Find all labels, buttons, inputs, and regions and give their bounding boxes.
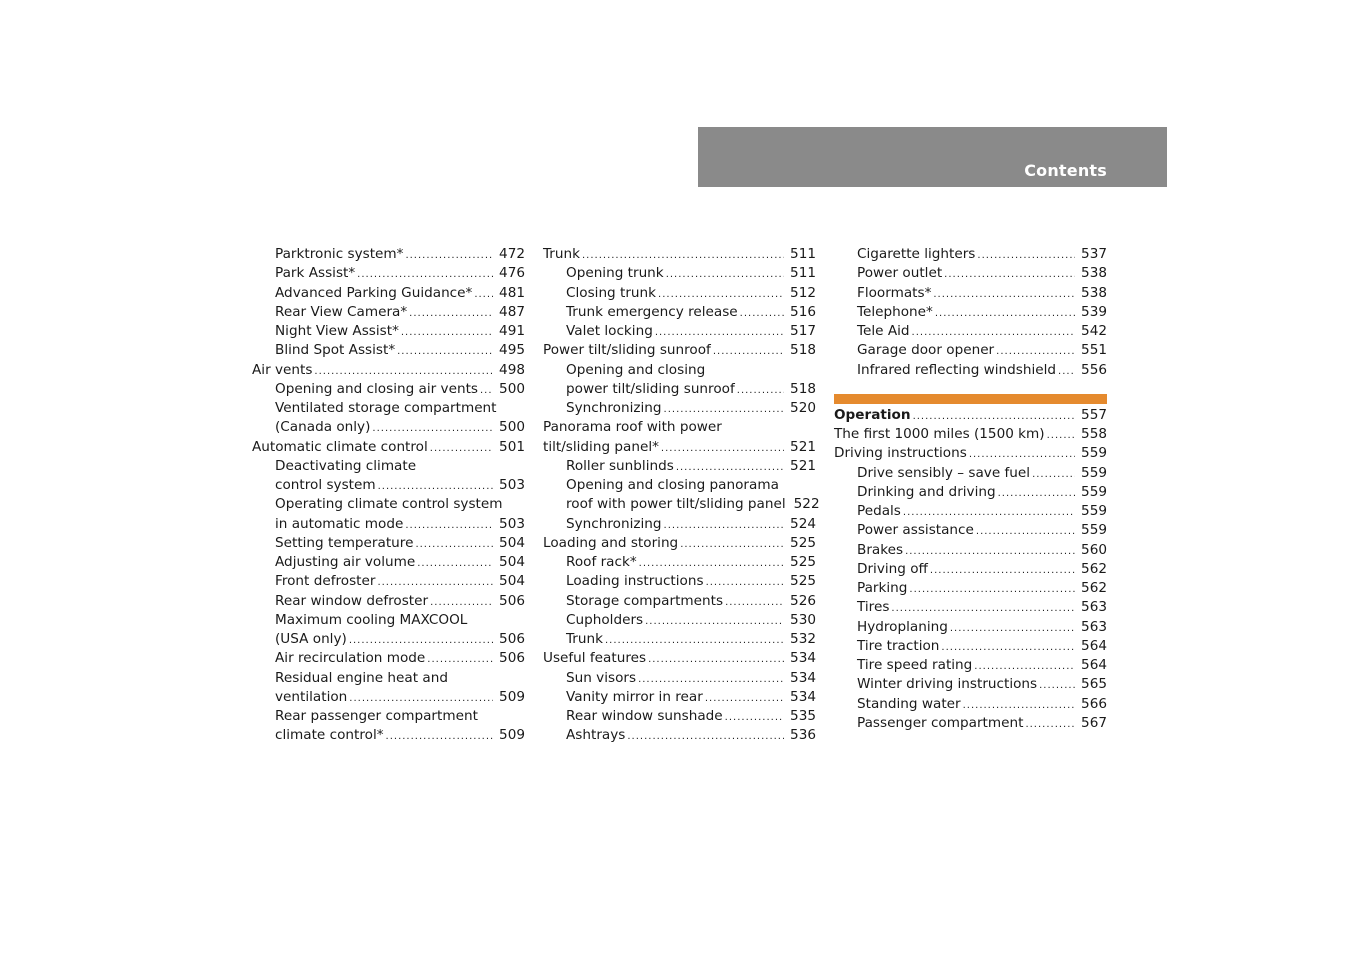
toc-entry-label: Loading instructions	[566, 573, 704, 590]
toc-entry-label: Tele Aid	[857, 323, 910, 339]
toc-leader-dots	[480, 381, 493, 400]
toc-entry	[834, 406, 1107, 425]
toc-entry	[834, 303, 1107, 322]
toc-entry-label: Air vents	[252, 361, 313, 378]
toc-entry	[543, 611, 816, 630]
toc-leader-dots	[314, 362, 493, 381]
toc-entry-label: Standing water	[857, 695, 961, 712]
toc-entry-label: Roller sunblinds	[566, 457, 674, 474]
toc-entry-label: (USA only)	[275, 631, 347, 647]
toc-leader-dots	[1039, 676, 1075, 695]
toc-entry	[543, 303, 816, 322]
toc-entry	[834, 598, 1107, 617]
toc-entry-page: 562	[1081, 580, 1107, 596]
toc-entry-page: 530	[790, 611, 816, 628]
toc-entry	[834, 637, 1107, 656]
toc-entry-page: 539	[1081, 303, 1107, 320]
toc-entry-label: Cigarette lighters	[857, 246, 976, 262]
toc-leader-dots	[740, 304, 784, 323]
toc-entry-page: 498	[499, 361, 525, 378]
toc-entry-label: Parking	[857, 580, 908, 596]
toc-leader-dots	[930, 561, 1075, 580]
toc-leader-dots	[706, 573, 784, 592]
toc-entry-label: Night View Assist*	[275, 323, 399, 339]
toc-entry-label: Floormats*	[857, 284, 932, 301]
toc-entry-label: Adjusting air volume	[275, 554, 416, 570]
toc-entry-page: 562	[1081, 560, 1107, 577]
toc-entry	[834, 521, 1107, 540]
toc-entry	[834, 618, 1107, 637]
toc-entry-label: Vanity mirror in rear	[566, 688, 703, 705]
toc-entry-label: Rear View Camera*	[275, 303, 408, 320]
toc-entry	[834, 714, 1107, 733]
toc-leader-dots	[680, 535, 784, 554]
toc-leader-dots	[950, 619, 1075, 638]
toc-leader-dots	[998, 484, 1075, 503]
toc-entry	[252, 515, 525, 534]
toc-entry	[543, 399, 816, 418]
toc-entry-page: 511	[790, 265, 816, 282]
toc-leader-dots	[1058, 362, 1075, 381]
toc-entry	[543, 572, 816, 591]
toc-leader-dots	[963, 696, 1075, 715]
toc-leader-dots	[713, 342, 784, 361]
toc-entry-label: Maximum cooling MAXCOOL	[275, 611, 468, 628]
toc-entry-label: Automatic climate control	[252, 438, 428, 455]
toc-entry-label: Cupholders	[566, 611, 644, 628]
toc-leader-dots	[648, 650, 784, 669]
toc-entry	[543, 553, 816, 572]
toc-leader-dots	[639, 554, 784, 573]
toc-leader-dots	[1047, 426, 1075, 445]
toc-entry-label: Advanced Parking Guidance*	[275, 284, 473, 301]
toc-entry-label: Tire speed rating	[857, 657, 973, 673]
toc-entry	[834, 560, 1107, 579]
toc-entry-label: Infrared reflecting windshield	[857, 361, 1057, 378]
toc-entry-page: 506	[499, 631, 525, 647]
toc-leader-dots	[357, 265, 493, 284]
section-divider-operation	[834, 394, 1107, 404]
toc-entry-page: 542	[1081, 323, 1107, 339]
toc-leader-dots	[666, 265, 784, 284]
toc-entry	[834, 483, 1107, 502]
toc-entry-page: 521	[790, 457, 816, 474]
toc-entry-page: 567	[1081, 714, 1107, 731]
toc-entry	[543, 361, 816, 380]
toc-entry	[834, 656, 1107, 675]
toc-entry-page: 534	[790, 688, 816, 705]
toc-leader-dots	[977, 246, 1075, 265]
toc-entry-page: 504	[499, 573, 525, 590]
toc-entry-label: Rear window sunshade	[566, 708, 723, 724]
toc-entry	[543, 630, 816, 649]
toc-leader-dots	[661, 439, 784, 458]
toc-entry-label: Trunk emergency release	[566, 303, 738, 320]
toc-entry-label: Tire traction	[857, 637, 940, 654]
toc-entry	[252, 630, 525, 649]
toc-entry	[834, 361, 1107, 380]
toc-entry-label: Winter driving instructions	[857, 676, 1038, 693]
toc-entry-label: Deactivating climate	[275, 457, 417, 474]
toc-entry-page: 509	[499, 727, 525, 744]
toc-entry-label: Passenger compartment	[857, 714, 1024, 731]
toc-entry-label: Synchronizing	[566, 515, 662, 532]
toc-column-3	[834, 245, 1107, 733]
toc-entry-label: Ventilated storage compartment	[275, 400, 497, 416]
toc-entry-label: power tilt/sliding sunroof	[566, 380, 735, 397]
toc-entry-label: Hydroplaning	[857, 618, 948, 635]
toc-entry	[252, 264, 525, 283]
toc-leader-dots	[909, 580, 1075, 599]
toc-leader-dots	[430, 593, 493, 612]
toc-entry-page: 495	[499, 342, 525, 359]
toc-entry	[543, 669, 816, 688]
toc-entry	[252, 341, 525, 360]
toc-entry-label: Loading and storing	[543, 534, 679, 551]
toc-leader-dots	[415, 535, 493, 554]
toc-entry	[543, 264, 816, 283]
toc-entry	[252, 669, 525, 688]
toc-entry-page: 518	[790, 342, 816, 359]
toc-entry-page: 559	[1081, 522, 1107, 539]
toc-entry-label: Operation	[834, 406, 911, 423]
toc-entry-page: 538	[1081, 284, 1107, 301]
toc-entry-page: 522	[793, 496, 820, 513]
toc-leader-dots	[655, 323, 784, 342]
toc-entry-page: 509	[499, 688, 525, 705]
toc-entry-label: Trunk	[543, 246, 580, 262]
toc-entry-page: 559	[1081, 503, 1107, 519]
toc-leader-dots	[664, 516, 785, 535]
toc-leader-dots	[645, 612, 784, 631]
toc-entry	[834, 464, 1107, 483]
toc-entry-page: 526	[790, 592, 816, 609]
toc-entry-page: 557	[1081, 406, 1107, 423]
toc-entry	[543, 438, 816, 457]
toc-entry-label: Power outlet	[857, 265, 943, 282]
toc-leader-dots	[638, 670, 784, 689]
toc-entry	[834, 541, 1107, 560]
toc-entry-page: 500	[499, 419, 525, 436]
toc-leader-dots	[427, 650, 493, 669]
toc-entry-label: Parktronic system*	[275, 246, 404, 262]
toc-entry-page: 534	[790, 650, 816, 667]
toc-entry	[543, 649, 816, 668]
toc-leader-dots	[725, 593, 784, 612]
toc-entry	[543, 284, 816, 303]
toc-entry	[834, 444, 1107, 463]
toc-leader-dots	[627, 727, 784, 746]
toc-entry-page: 472	[499, 246, 525, 262]
toc-entry	[834, 579, 1107, 598]
toc-entry	[252, 361, 525, 380]
toc-entry-label: Ashtrays	[566, 727, 626, 744]
toc-leader-dots	[974, 657, 1075, 676]
toc-entry-label: Power tilt/sliding sunroof	[543, 342, 711, 359]
toc-entry-label: Blind Spot Assist*	[275, 342, 396, 359]
toc-leader-dots	[903, 503, 1075, 522]
toc-entry	[543, 592, 816, 611]
toc-leader-dots	[430, 439, 493, 458]
toc-entry-page: 551	[1081, 342, 1107, 359]
toc-leader-dots	[944, 265, 1075, 284]
toc-entry-page: 503	[499, 477, 525, 493]
toc-entry-label: Closing trunk	[566, 284, 657, 301]
toc-entry	[252, 322, 525, 341]
toc-entry-label: Storage compartments	[566, 592, 724, 609]
toc-entry-page: 566	[1081, 695, 1107, 712]
toc-entry	[543, 322, 816, 341]
toc-entry-page: 506	[499, 592, 525, 609]
toc-entry	[543, 418, 816, 437]
toc-leader-dots	[401, 323, 493, 342]
toc-entry-page: 558	[1081, 426, 1107, 442]
toc-entry-label: Setting temperature	[275, 534, 414, 551]
toc-entry-page: 560	[1081, 541, 1107, 558]
toc-entry	[252, 495, 525, 514]
toc-leader-dots	[405, 246, 493, 265]
toc-entry	[252, 476, 525, 495]
toc-entry-label: Air recirculation mode	[275, 650, 426, 667]
toc-leader-dots	[941, 638, 1075, 657]
toc-entry-label: Opening and closing	[566, 361, 706, 378]
toc-entry-label: Opening and closing air vents	[275, 380, 478, 397]
toc-entry	[252, 649, 525, 668]
toc-entry-page: 559	[1081, 464, 1107, 481]
toc-entry	[543, 380, 816, 399]
toc-entry	[252, 553, 525, 572]
toc-entry	[252, 572, 525, 591]
toc-entry-label: Sun visors	[566, 669, 637, 686]
toc-leader-dots	[996, 342, 1075, 361]
toc-entry	[252, 399, 525, 418]
toc-leader-dots	[474, 285, 493, 304]
toc-column-3-bottom	[834, 406, 1107, 733]
toc-entry-page: 501	[499, 438, 525, 455]
toc-entry	[543, 341, 816, 360]
toc-entry-page: 563	[1081, 618, 1107, 635]
toc-entry-page: 516	[790, 303, 816, 320]
toc-leader-dots	[605, 631, 784, 650]
toc-entry-page: 503	[499, 515, 525, 532]
toc-entry-label: Rear window defroster	[275, 592, 429, 609]
toc-column-3-top	[834, 245, 1107, 380]
toc-entry	[834, 284, 1107, 303]
toc-entry-label: Drive sensibly – save fuel	[857, 464, 1031, 481]
toc-entry-page: 532	[790, 631, 816, 647]
toc-entry	[252, 726, 525, 745]
toc-entry-page: 487	[499, 303, 525, 320]
toc-entry-page: 481	[499, 284, 525, 301]
toc-leader-dots	[737, 381, 784, 400]
toc-entry	[834, 675, 1107, 694]
toc-entry	[252, 592, 525, 611]
toc-leader-dots	[935, 304, 1075, 323]
toc-entry	[834, 245, 1107, 264]
toc-leader-dots	[933, 285, 1075, 304]
toc-entry-page: 564	[1081, 657, 1107, 673]
toc-column-2	[543, 245, 820, 746]
toc-entry-label: (Canada only)	[275, 419, 371, 436]
header-bar	[698, 127, 1167, 187]
toc-leader-dots	[658, 285, 784, 304]
toc-entry-label: Useful features	[543, 650, 647, 667]
page-title: Contents	[1024, 161, 1107, 180]
toc-entry	[252, 418, 525, 437]
toc-entry-label: Valet locking	[566, 323, 653, 339]
toc-leader-dots	[725, 708, 784, 727]
toc-entry-page: 525	[790, 534, 816, 551]
toc-leader-dots	[405, 516, 493, 535]
toc-leader-dots	[372, 419, 493, 438]
toc-entry-page: 536	[790, 727, 816, 744]
toc-entry-page: 537	[1081, 246, 1107, 262]
toc-leader-dots	[664, 400, 785, 419]
toc-leader-dots	[969, 445, 1075, 464]
toc-entry-label: roof with power tilt/sliding panel	[566, 496, 786, 513]
toc-leader-dots	[417, 554, 493, 573]
toc-leader-dots	[1025, 715, 1075, 734]
toc-leader-dots	[397, 342, 493, 361]
toc-entry-label: Power assistance	[857, 522, 974, 539]
toc-entry-label: Pedals	[857, 503, 901, 519]
toc-entry	[252, 707, 525, 726]
toc-entry	[252, 284, 525, 303]
toc-entry-page: 504	[499, 554, 525, 570]
toc-entry-page: 518	[790, 380, 816, 397]
toc-entry-page: 556	[1081, 361, 1107, 378]
toc-entry	[834, 322, 1107, 341]
toc-entry-label: Rear passenger compartment	[275, 708, 478, 724]
toc-entry	[543, 515, 816, 534]
toc-leader-dots	[913, 407, 1075, 426]
toc-entry-label: Drinking and driving	[857, 483, 996, 500]
toc-entry-label: in automatic mode	[275, 515, 404, 532]
toc-entry	[543, 688, 816, 707]
toc-entry-page: 512	[790, 284, 816, 301]
toc-entry	[834, 264, 1107, 283]
toc-entry-page: 491	[499, 323, 525, 339]
toc-entry-label: Trunk	[566, 631, 603, 647]
toc-entry-label: Brakes	[857, 541, 904, 558]
toc-entry-page: 524	[790, 515, 816, 532]
toc-entry-label: Synchronizing	[566, 400, 662, 416]
toc-entry-label: Driving instructions	[834, 445, 967, 462]
toc-entry-page: 504	[499, 534, 525, 551]
toc-entry	[252, 688, 525, 707]
toc-entry-page: 506	[499, 650, 525, 667]
toc-entry-label: climate control*	[275, 727, 384, 744]
toc-entry	[543, 707, 816, 726]
toc-entry-page: 564	[1081, 637, 1107, 654]
toc-leader-dots	[378, 477, 493, 496]
toc-entry	[543, 726, 816, 745]
toc-entry	[543, 476, 816, 495]
toc-entry	[834, 502, 1107, 521]
toc-entry	[252, 438, 525, 457]
toc-leader-dots	[976, 522, 1075, 541]
toc-column-1	[252, 245, 525, 746]
toc-entry	[252, 457, 525, 476]
toc-entry-page: 559	[1081, 445, 1107, 462]
toc-entry-page: 525	[790, 573, 816, 590]
toc-entry-label: control system	[275, 477, 376, 493]
toc-leader-dots	[705, 689, 784, 708]
toc-entry-label: Residual engine heat and	[275, 669, 448, 686]
toc-leader-dots	[377, 573, 493, 592]
toc-entry-page: 520	[790, 400, 816, 416]
toc-leader-dots	[409, 304, 493, 323]
toc-entry	[543, 534, 816, 553]
toc-entry-page: 563	[1081, 599, 1107, 616]
toc-entry-label: tilt/sliding panel*	[543, 438, 659, 455]
toc-entry-page: 511	[790, 246, 816, 262]
toc-entry	[252, 534, 525, 553]
toc-leader-dots	[891, 599, 1075, 618]
toc-entry-label: Telephone*	[857, 303, 933, 320]
toc-leader-dots	[582, 246, 784, 265]
toc-entry-page: 538	[1081, 265, 1107, 282]
toc-entry	[543, 457, 816, 476]
toc-entry	[252, 611, 525, 630]
toc-entry-label: Operating climate control system	[275, 496, 503, 513]
toc-entry	[543, 495, 820, 514]
toc-leader-dots	[349, 631, 493, 650]
toc-entry-page: 559	[1081, 483, 1107, 500]
toc-entry-page: 525	[790, 554, 816, 570]
toc-entry-page: 517	[790, 323, 816, 339]
toc-leader-dots	[386, 727, 494, 746]
toc-entry-label: Roof rack*	[566, 554, 637, 570]
toc-entry-label: Panorama roof with power	[543, 419, 722, 436]
toc-entry-label: Opening and closing panorama	[566, 477, 779, 493]
toc-entry-label: Front defroster	[275, 573, 376, 590]
toc-entry-page: 565	[1081, 676, 1107, 693]
toc-entry-page: 500	[499, 380, 525, 397]
toc-entry-label: Garage door opener	[857, 342, 995, 359]
toc-leader-dots	[912, 323, 1076, 342]
toc-entry-page: 476	[499, 265, 525, 282]
toc-entry	[834, 425, 1107, 444]
toc-entry	[543, 245, 816, 264]
toc-entry	[834, 341, 1107, 360]
toc-entry-label: Park Assist*	[275, 265, 356, 282]
toc-leader-dots	[676, 458, 784, 477]
toc-entry	[252, 303, 525, 322]
toc-leader-dots	[349, 689, 493, 708]
toc-entry-page: 535	[790, 708, 816, 724]
toc-entry	[252, 380, 525, 399]
toc-leader-dots	[905, 542, 1075, 561]
toc-entry-page: 534	[790, 669, 816, 686]
toc-entry	[252, 245, 525, 264]
toc-entry-label: Tires	[857, 599, 890, 616]
toc-leader-dots	[1032, 465, 1075, 484]
toc-entry-label: The first 1000 miles (1500 km)	[834, 426, 1045, 442]
toc-entry-label: ventilation	[275, 688, 348, 705]
toc-entry-label: Driving off	[857, 560, 928, 577]
toc-entry	[834, 695, 1107, 714]
toc-entry-page: 521	[790, 438, 816, 455]
toc-entry-label: Opening trunk	[566, 265, 664, 282]
